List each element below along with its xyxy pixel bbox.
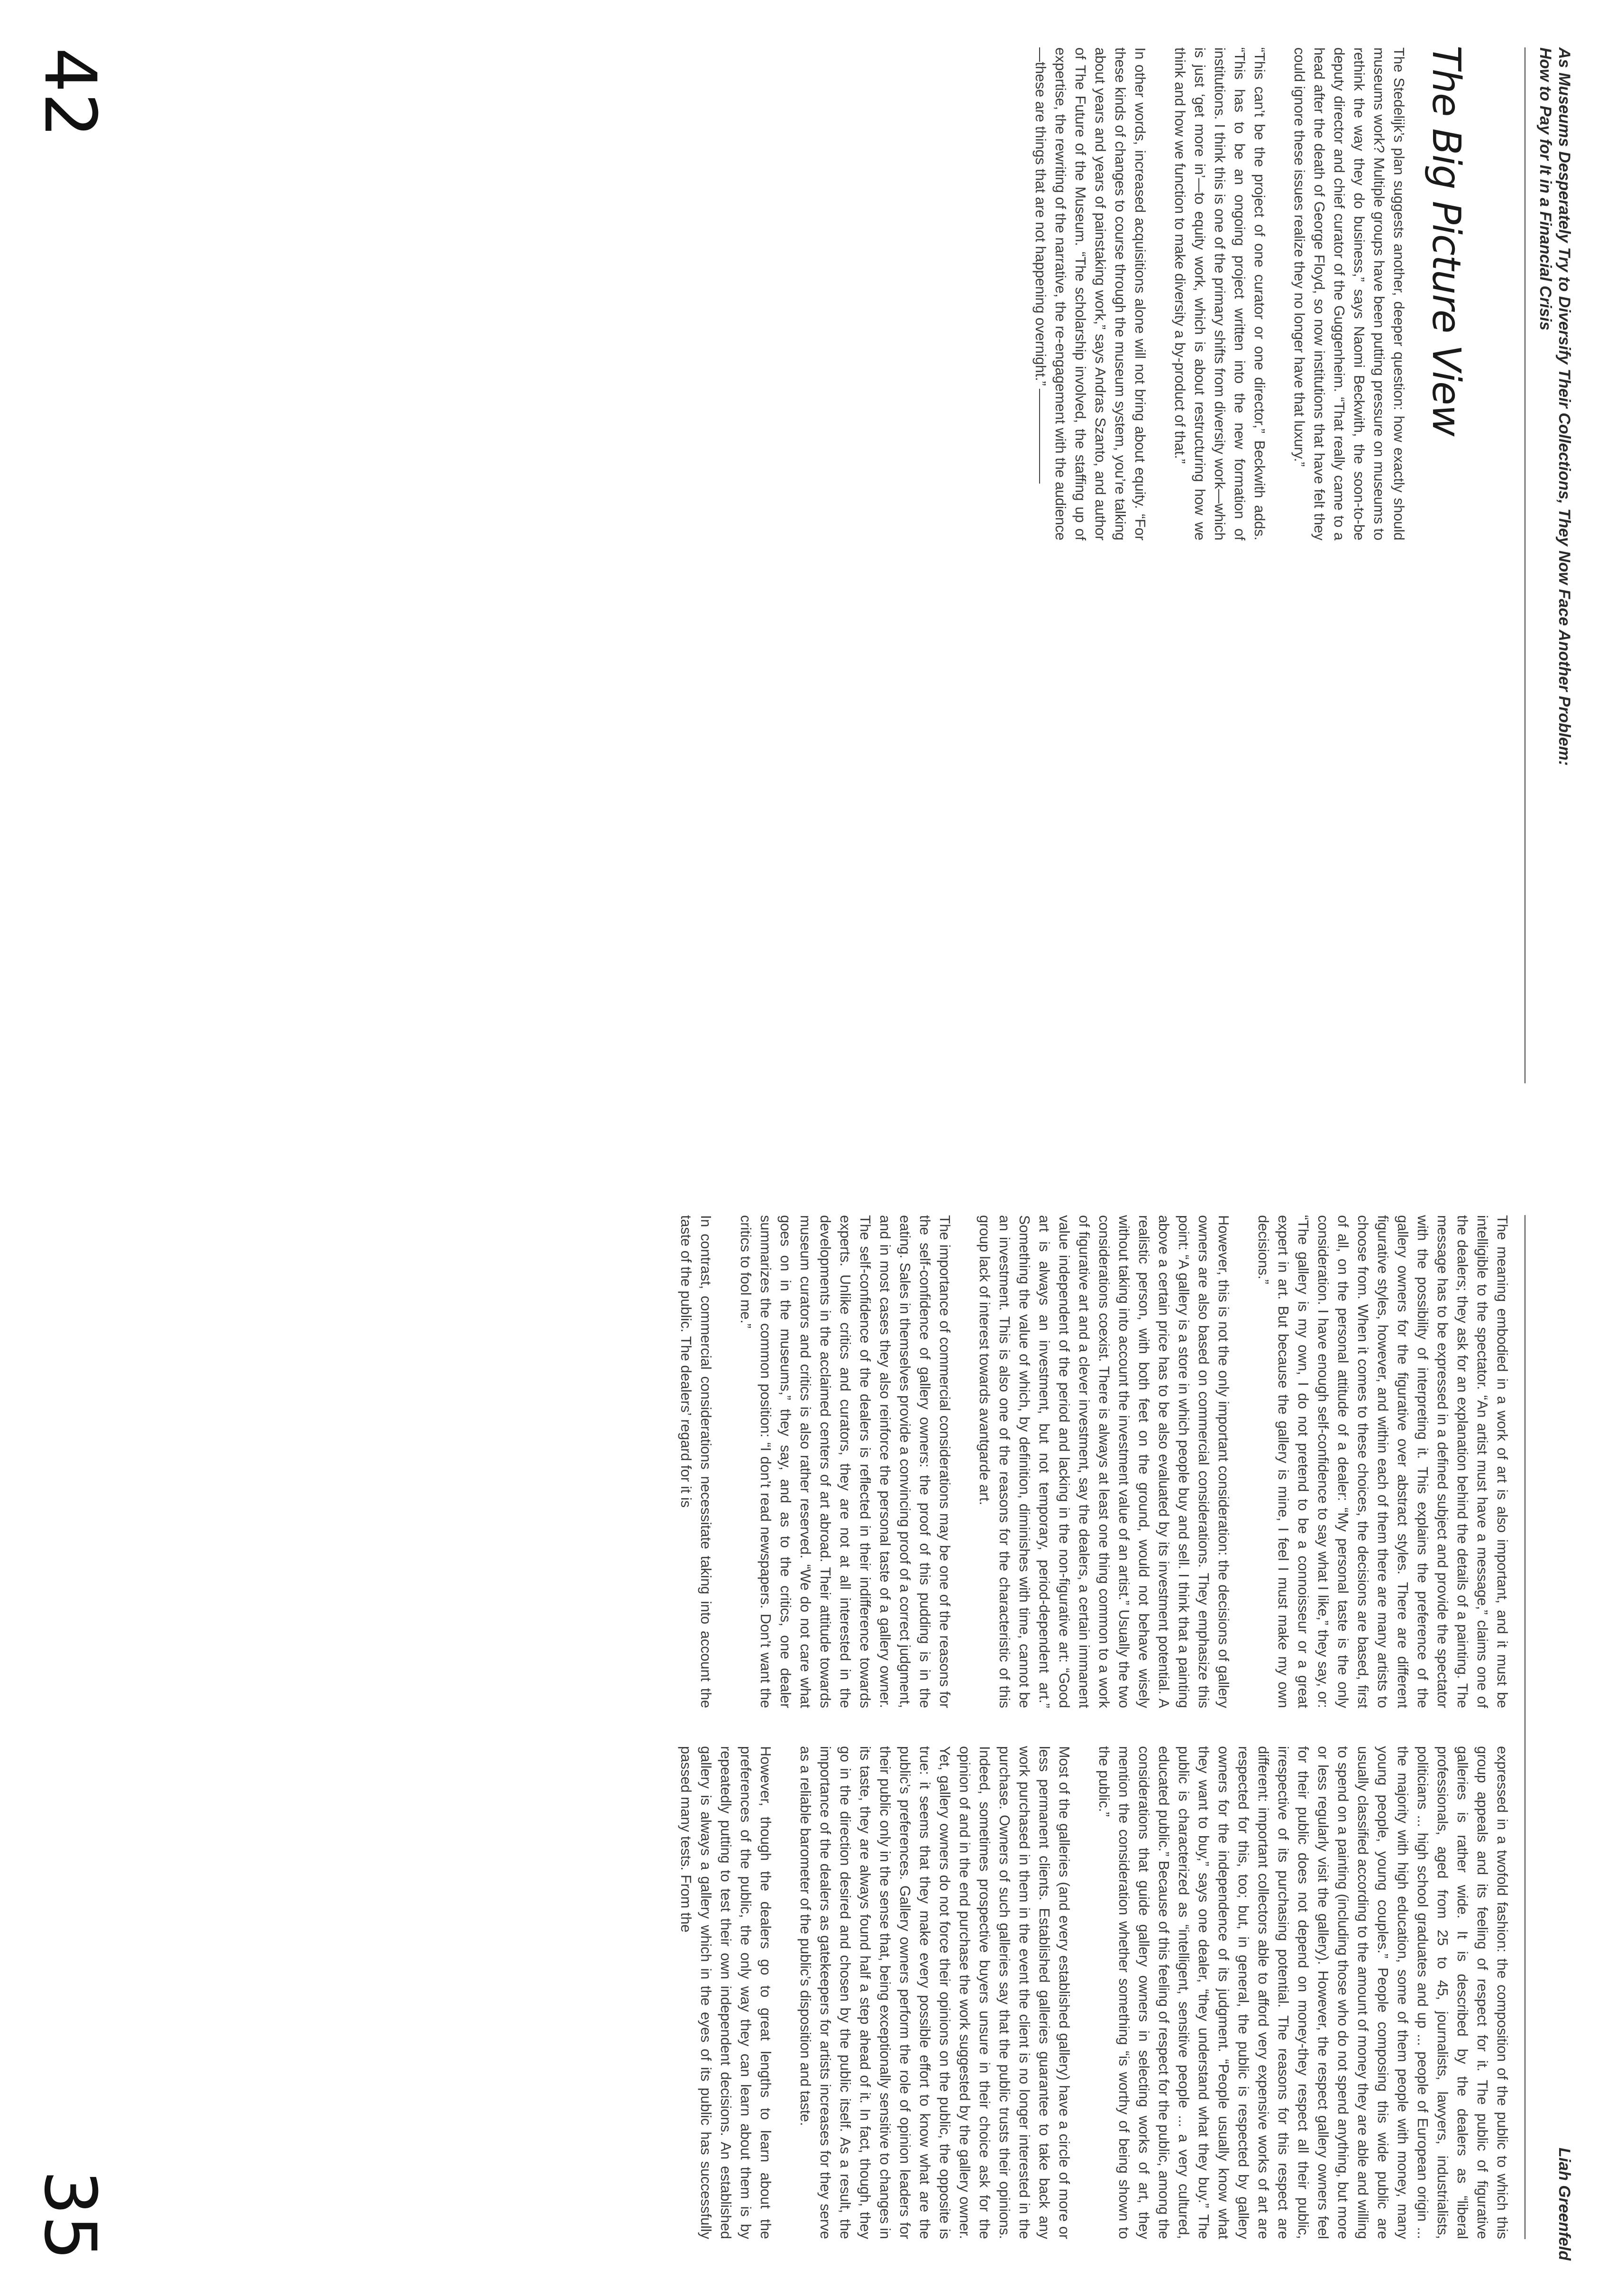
paragraph: “This can’t be the project of one curator or one director,” Beckwith adds. “This has to be an ongoing project written into the new formation of institutions. I think this is one of the primary shifts from diversity work—which is just ‘get more in’—to equity work, which is about restructuring how we think and how we function to make diversity a by-product of that.” bbox=[1172, 47, 1268, 540]
page-number: 35 bbox=[28, 2170, 111, 2260]
left-page bbox=[0, 0, 1607, 1147]
section-title: The Big Picture View bbox=[1424, 46, 1469, 436]
running-head-line: As Museums Desperately Try to Diversify Their Collections, They Now Face Another Problem: bbox=[1555, 47, 1573, 766]
text-column bbox=[146, 47, 1469, 540]
paragraph bbox=[1031, 47, 1150, 540]
paragraph: expressed in a twofold fashion: the composition of the public to which this group appeals and its feeling of respect for it. The public of figurative galleries is rather wide. It is described by the dealers as “liberal professionals, aged from 25 to 45, journalists, lawyers, industrialists, politicians ... high school graduates and up ... people of European origin ... the majority with high education, some of them people with money, many young people, young couples.” People composing this wide public are usually classified according to the amount of money they are able and willing to spend on a painting (including those who do not spend anything, but more or less regularly visit the gallery). However, the respect gallery owners feel for their public does not depend on money-they respect all their public, irrespective of its purchasing potential. The reasons for this respect are different: important collectors able to afford very expensive works of art are respected for this, too; but, in general, the public is respected by gallery owners for the independence of its judgment. “People usually know what they want to buy,” says one dealer, “they understand what they buy.” The public is characterized as “intelligent, sensitive people ... a very cultured, educated public.” Because of this feeling of respect for the public, among the considerations that guide gallery owners in selecting works of art, they mention the consideration whether something “is worthy of being shown to the public.” bbox=[1096, 1746, 1510, 2239]
paragraph-text: In other words, increased acquisitions alone will not bring about equity. “For these kinds of changes to course through the museum system, you’re talking about years and years of painstaking work,” says Andras Szanto, and author of The Future of the Museum. “The scholarship involved, the staffing up of expertise, the rewriting of the narrative, the re-engagement with the audience—these are things that are not happening overnight.” bbox=[1032, 47, 1148, 540]
paragraph: However, though the dealers go to great lengths to learn about the preferences of the public, the only way they can learn about them is by repeatedly putting to test their own independent decisions. An established gallery is always a gallery which in the eyes of its public has successfully passed many tests. From the bbox=[678, 1746, 774, 2239]
author-name: Liah Greenfeld bbox=[1555, 2147, 1573, 2260]
paragraph: In contrast, commercial considerations necessitate taking into account the taste of the public. The dealers’ regard for it is bbox=[678, 1215, 714, 1708]
running-head bbox=[1536, 47, 1574, 853]
end-rule bbox=[1039, 389, 1040, 484]
paragraph: Most of the galleries (and every established gallery) have a circle of more or less permanent clients. Established galleries guarantee to take back any work purchased in them in the event the client is no longer interested in the purchase. Owners of such galleries say that the public trusts their opinions. Indeed, sometimes prospective buyers unsure in their choice ask for the opinion of and in the end purchase the work suggested by the gallery owner. Yet, gallery owners do not force their opinions on the public, the opposite is true: it seems that they make every possible effort to know what are the public’s preferences. Gallery owners perform the role of opinion leaders for their public only in the sense that, being exceptionally sensitive to changes in its taste, they are always found half a step ahead of it. In fact, though, they go in the direction desired and chosen by the public itself. As a result, the importance of the dealers as gatekeepers for artists increases for they serve as a reliable barometer of the public’s disposition and taste. bbox=[797, 1746, 1072, 2239]
right-page bbox=[0, 1149, 1607, 2296]
paragraph: The Stedelijk’s plan suggests another, deeper question: how exactly should museums work? Multiple groups have been putting pressure on museums to rethink the way they do business,” says Naomi Beckwith, the soon-to-be deputy director and chief curator of the Guggenheim. “That really came to a head after the death of George Floyd, so now institutions that have felt they could ignore these issues realize they no longer have that luxury.” bbox=[1291, 47, 1407, 540]
running-head-line: How to Pay for It in a Financial Crisis bbox=[1536, 47, 1554, 331]
text-column bbox=[190, 1215, 1512, 1708]
page-number: 42 bbox=[28, 47, 111, 138]
paragraph: The meaning embodied in a work of art is also important, and it must be intelligible to the spectator. “An artist must have a message,” claims one of the dealers; they ask for an explanation behind the details of a painting. The message has to be expressed in a defined subject and provide the spectator with the possibility of interpreting it. This explains the preference of the gallery owners for the figurative over abstract styles. There are different figurative styles, however, and within each of them there are many artists to choose from. When it comes to these choices, the decisions are based, first of all, on the personal attitude of a dealer: “My personal taste is the only consideration. I have enough self-confidence to say what I like,” they say, or: “The gallery is my own, I do not pretend to be a connoisseur or a great expert in art. But because the gallery is mine, I feel I must make my own decisions.” bbox=[1255, 1215, 1510, 1708]
paragraph: However, this is not the only important consideration: the decisions of gallery owners are also based on commercial considerations. They emphasize this point: “A gallery is a store in which people buy and sell. I think that a painting above a certain price has to be also evaluated by its investment potential. A realistic person, with both feet on the ground, would not behave wisely without taking into account the investment value of an artist.” Usually the two considerations coexist. There is always at least one thing common to a work of figurative art and a clever investment, say the dealers, a certain immanent value independent of the period and lacking in the non-figurative art: “Good art is always an investment, but not temporary, period-dependent art.” Something the value of which, by definition, diminishes with time, cannot be an investment. This is also one of the reasons for the characteristic of this group lack of interest towards avantgarde art. bbox=[977, 1215, 1232, 1708]
paragraph: The importance of commercial considerations may be one of the reasons for the self-confidence of gallery owners: the proof of this pudding is in the eating. Sales in themselves provide a convincing proof of a correct judgment, and in most cases they also reinforce the personal taste of a gallery owner. The self-confidence of the dealers is reflected in their indifference towards experts. Unlike critics and curators, they are not at all interested in the developments in the acclaimed centers of art abroad. Their attitude towards museum curators and critics is also rather reserved. “We do not care what goes on in the museums,” they say, and as to the critics, one dealer summarizes the common position: “I don’t read newspapers. Don’t want the critics to fool me.” bbox=[738, 1215, 953, 1708]
text-column bbox=[190, 1746, 1512, 2239]
